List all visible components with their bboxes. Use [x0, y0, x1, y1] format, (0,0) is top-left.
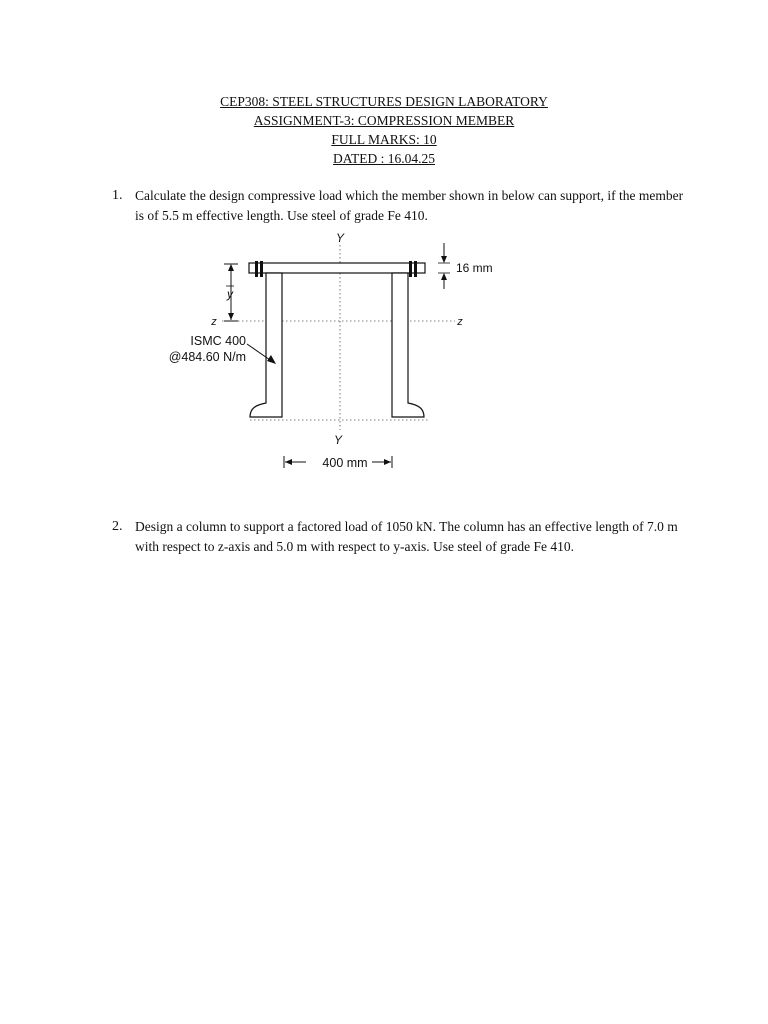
z-axis-right-label: z	[457, 316, 463, 328]
assignment-title: ASSIGNMENT-3: COMPRESSION MEMBER	[253, 113, 515, 128]
rivet	[414, 261, 417, 277]
arrow-up-icon	[228, 264, 234, 271]
column-section-diagram	[150, 228, 510, 478]
arrow-right-icon	[384, 459, 391, 465]
width-label: 400 mm	[322, 456, 368, 470]
cover-plate	[249, 263, 425, 273]
plate-thickness-label: 16 mm	[456, 261, 493, 275]
arrow-down-icon	[441, 256, 447, 263]
question-text: Design a column to support a factored load of 1050 kN. The column has an effective length of 7.0 m with respect to z-axis and 5.0 m with respect to y-axis. Use steel of grade Fe 410.	[135, 519, 678, 554]
section-name-label: ISMC 400	[190, 334, 246, 348]
arrow-up-icon	[441, 273, 447, 280]
course-title: CEP308: STEEL STRUCTURES DESIGN LABORATORY	[220, 94, 548, 109]
y-axis-bottom-label: Y	[333, 433, 343, 447]
rivet	[409, 261, 412, 277]
y-axis-top-label: Y	[335, 231, 345, 245]
rivet	[260, 261, 263, 277]
section-weight-label: @484.60 N/m	[168, 350, 246, 364]
arrow-down-icon	[228, 313, 234, 320]
assignment-header	[0, 92, 768, 168]
date-line: DATED : 16.04.25	[333, 151, 435, 166]
rivet	[255, 261, 258, 277]
question-text: Calculate the design compressive load which the member shown in below can support, if the member is of 5.5 m effective length. Use steel of grade Fe 410.	[135, 188, 684, 223]
question-number: 1.	[112, 188, 123, 203]
right-channel-section	[392, 273, 424, 417]
arrow-left-icon	[285, 459, 292, 465]
z-axis-left-label: z	[211, 316, 217, 328]
left-channel-section	[250, 273, 282, 417]
ybar-label: y	[227, 287, 233, 301]
question-number: 2.	[112, 519, 123, 534]
full-marks: FULL MARKS: 10	[331, 132, 437, 147]
